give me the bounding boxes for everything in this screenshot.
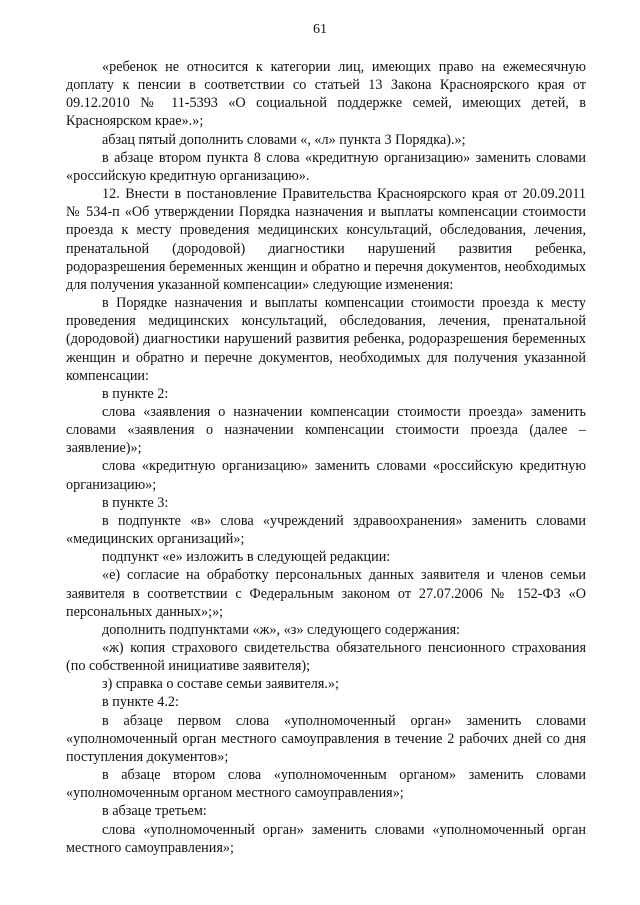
paragraph: «ребенок не относится к категории лиц, имеющих право на ежемесячную доплату к пенсии в соответствии со статьей 13 Закона Красноярского края от 09.12.2010 № 11-5393 «О социальной поддержке семей, имеющих детей, в Красноярском крае».»; (66, 59, 586, 130)
paragraph: слова «кредитную организацию» заменить словами «российскую кредитную организацию»; (66, 458, 586, 493)
paragraph: абзац пятый дополнить словами «, «л» пункта 3 Порядка).»; (102, 131, 466, 148)
paragraph: «ж) копия страхового свидетельства обязательного пенсионного страхования (по собственной инициативе заявителя); (66, 640, 586, 675)
paragraph: слова «уполномоченный орган» заменить словами «уполномоченный орган местного самоуправления»; (66, 821, 586, 856)
paragraph: в Порядке назначения и выплаты компенсации стоимости проезда к месту проведения медицинских консультаций, обследования, лечения, пренатальной (дородовой) диагностики нарушений развития ребенка, родоразрешения беременных женщин и обратно и перечне документов, необходимых для получения указанной компенсации: (66, 295, 586, 384)
paragraph: в абзаце втором слова «уполномоченным органом» заменить словами «уполномоченным органом местного самоуправления»; (66, 767, 586, 802)
document-body (66, 58, 586, 857)
paragraph: подпункт «е» изложить в следующей редакции: (102, 549, 391, 566)
paragraph: слова «заявления о назначении компенсации стоимости проезда» заменить словами «заявления о назначении компенсации стоимости проезда (далее – заявление)»; (66, 403, 586, 457)
paragraph: в пункте 2: (102, 385, 169, 402)
paragraph: 12. Внести в постановление Правительства Красноярского края от 20.09.2011 № 534-п «Об утверждении Порядка назначения и выплаты компенсации стоимости проезда к месту проведения медицинских консультаций, обследования, лечения, пренатальной (дородовой) диагностики нарушений развития ребенка, родоразрешения беременных женщин и обратно и перечня документов, необходимых для получения указанной компенсации» следующие изменения: (66, 186, 586, 293)
page-number: 61 (313, 22, 327, 37)
paragraph: в абзаце третьем: (102, 803, 207, 820)
paragraph: з) справка о составе семьи заявителя.»; (102, 676, 339, 693)
paragraph: в пункте 3: (102, 494, 169, 511)
paragraph: в подпункте «в» слова «учреждений здравоохранения» заменить словами «медицинских организаций»; (66, 512, 586, 548)
paragraph: в абзаце первом слова «уполномоченный орган» заменить словами «уполномоченный орган местного самоуправления в течение 2 рабочих дней со дня поступления документов»; (66, 712, 586, 765)
paragraph: в пункте 4.2: (102, 694, 179, 711)
paragraph: в абзаце втором пункта 8 слова «кредитную организацию» заменить словами «российскую кредитную организацию». (66, 149, 586, 184)
paragraph: дополнить подпунктами «ж», «з» следующего содержания: (102, 621, 461, 638)
paragraph: «е) согласие на обработку персональных данных заявителя и членов семьи заявителя в соответствии с Федеральным законом от 27.07.2006 № 152-ФЗ «О персональных данных»;»; (66, 567, 586, 620)
